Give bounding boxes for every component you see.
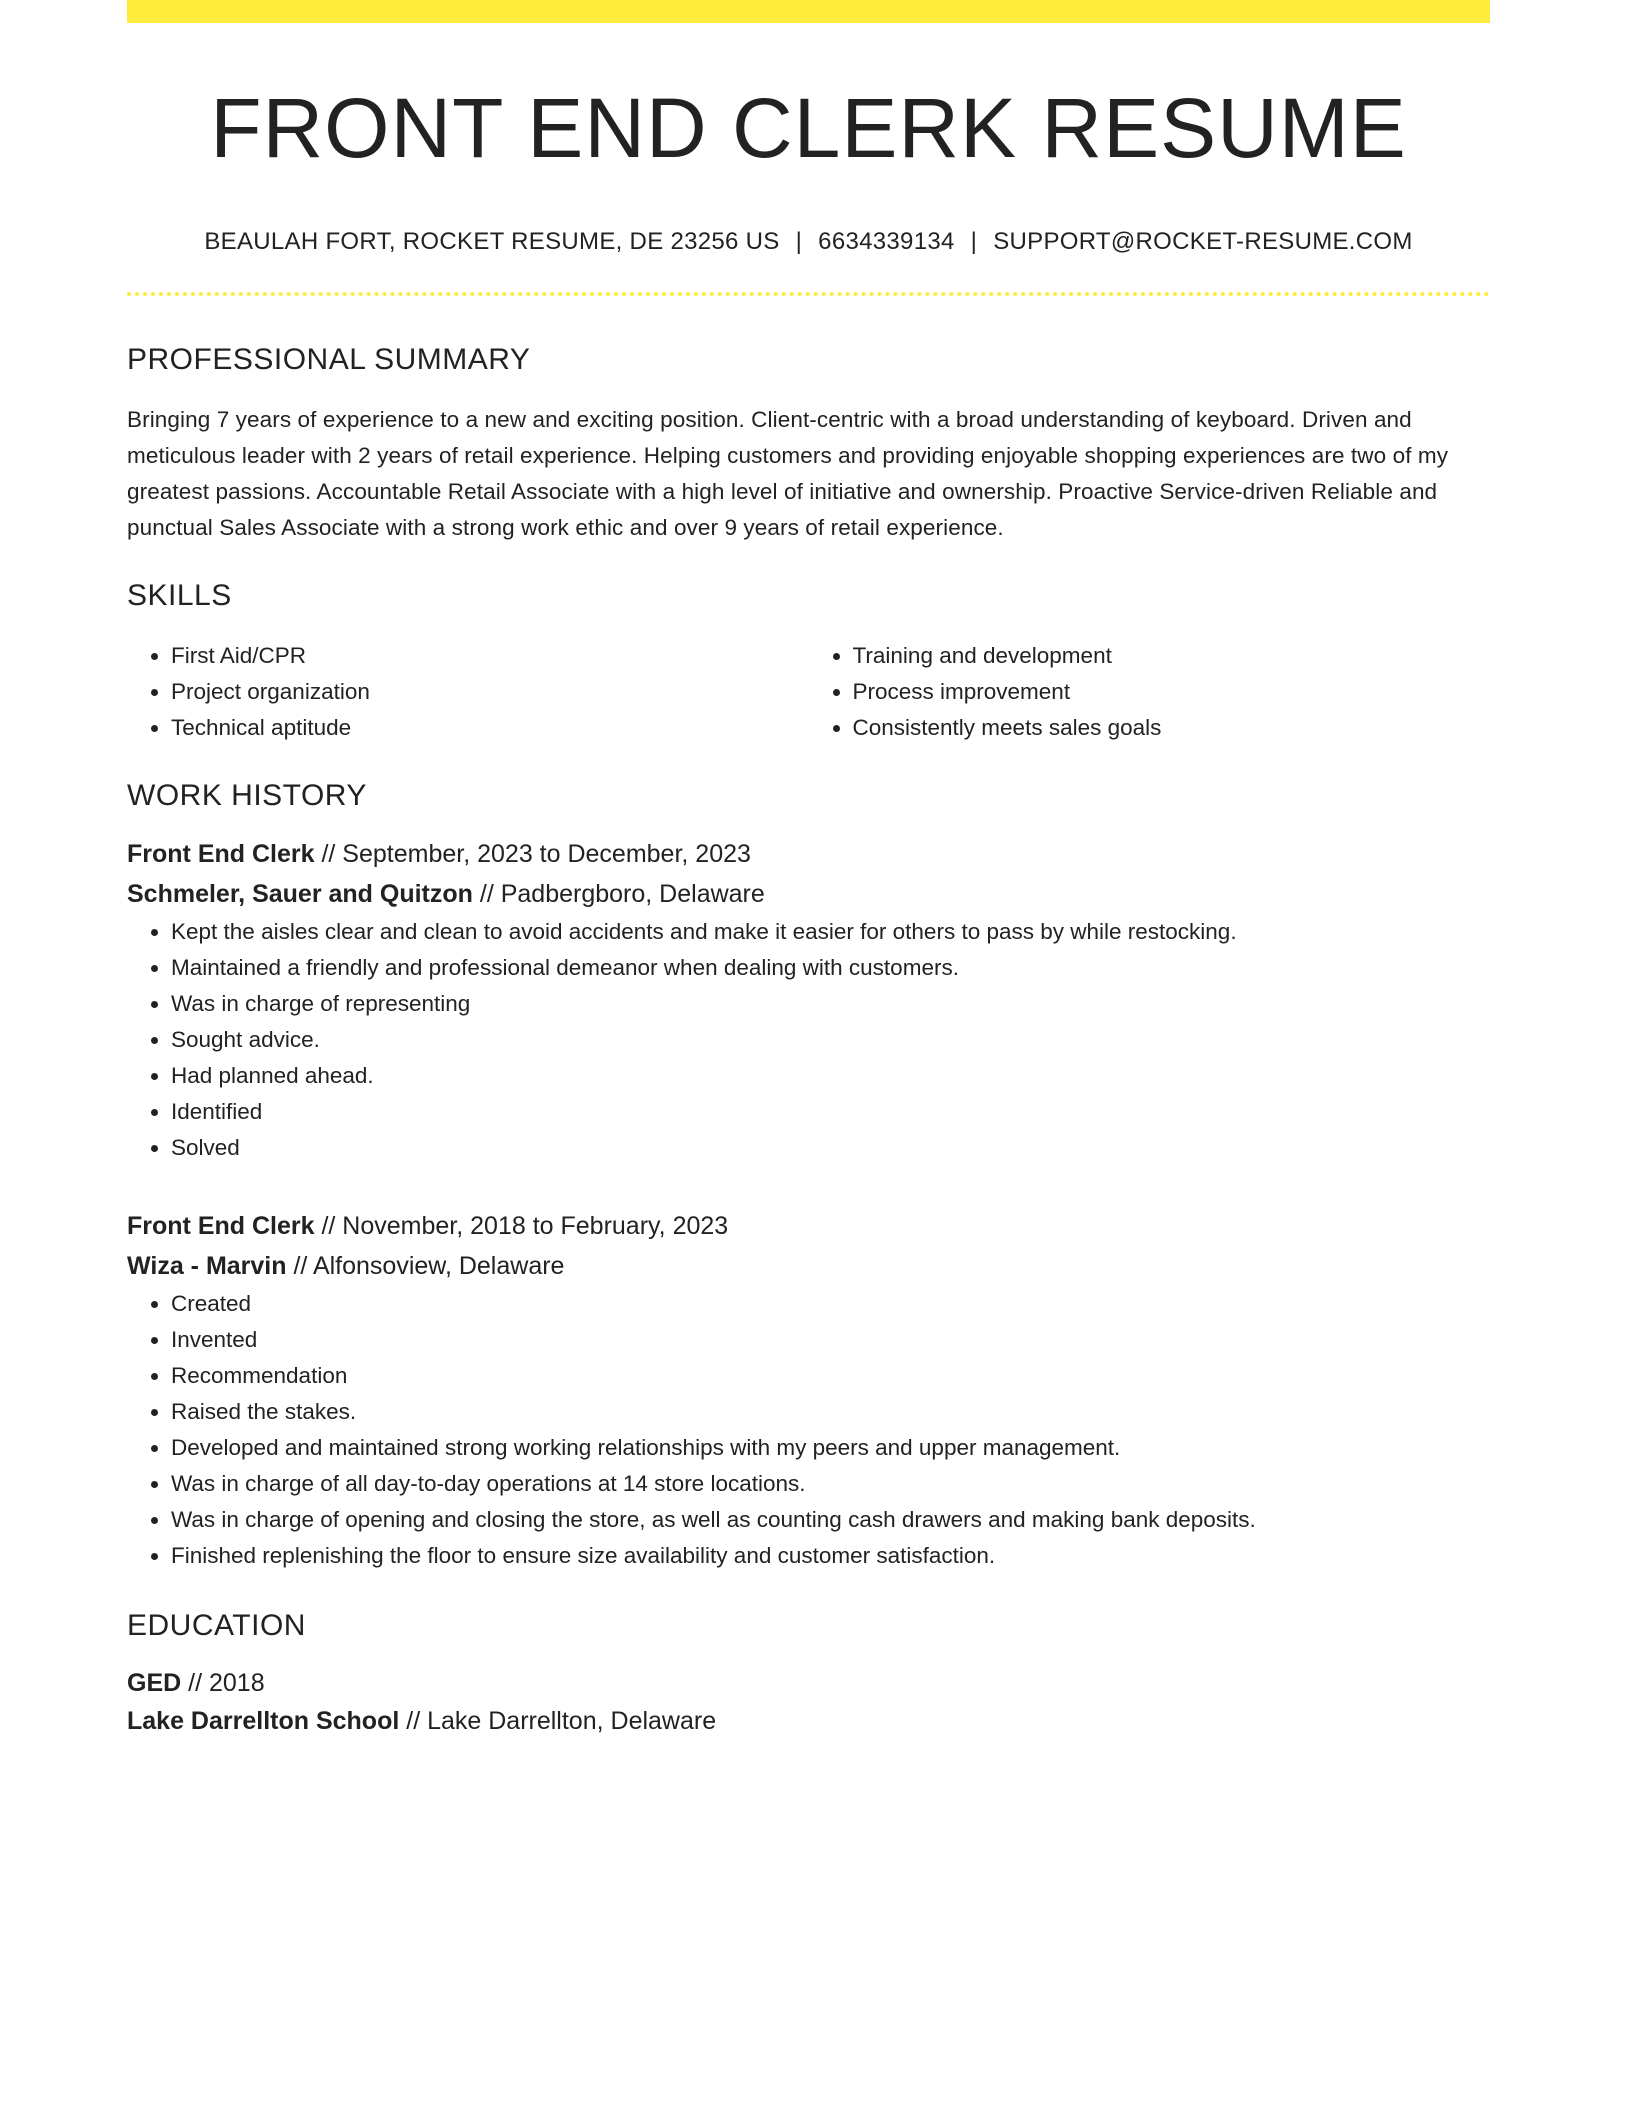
job-bullets [127,1286,1490,1574]
skill-item: • Consistently meets sales goals [853,710,1491,746]
job-company-line [127,1246,1490,1286]
contact-email: SUPPORT@ROCKET-RESUME.COM [993,228,1413,256]
job-bullet: • Created [171,1286,1490,1322]
dotted-divider [127,292,1490,296]
job-bullet: • Was in charge of representing [171,986,1490,1022]
education-year: // 2018 [188,1669,265,1698]
education-school-line [127,1702,1490,1740]
job-dates: // November, 2018 to February, 2023 [321,1212,729,1241]
skill-item: • Process improvement [853,674,1491,710]
resume-title: FRONT END CLERK RESUME [210,81,1407,175]
skills-column-left [127,638,809,746]
summary-heading: PROFESSIONAL SUMMARY [127,343,531,377]
job-bullet: • Sought advice. [171,1022,1490,1058]
job-bullet: • Recommendation [171,1358,1490,1394]
education-school: Lake Darrellton School [127,1707,400,1736]
skills-column-right [809,638,1491,746]
job-title: Front End Clerk [127,1212,315,1241]
skills-heading: SKILLS [127,579,232,613]
summary-text: Bringing 7 years of experience to a new and exciting position. Client-centric with a broad understanding of keyboard. Driven and meticulous leader with 2 years of retail experience. Helping customers and providing enjoyable shopping experiences are two of my greatest passions. Accountable Retail Associate with a high level of initiative and ownership. Proactive Service-driven Reliable and punctual Sales Associate with a strong work ethic and over 9 years of retail experience. [127,407,1449,541]
job-bullet: • Raised the stakes. [171,1394,1490,1430]
education-entry [127,1664,1490,1740]
job-company-line [127,874,1490,914]
contact-separator: | [795,228,803,256]
accent-top-bar [127,0,1490,23]
job-company: Schmeler, Sauer and Quitzon [127,880,473,909]
job-bullet: • Was in charge of opening and closing the store, as well as counting cash drawers and making bank deposits. [171,1502,1490,1538]
job-bullet: • Kept the aisles clear and clean to avoid accidents and make it easier for others to pass by while restocking. [171,914,1490,950]
education-location: // Lake Darrellton, Delaware [406,1707,717,1736]
contact-address: BEAULAH FORT, ROCKET RESUME, DE 23256 US [204,228,780,256]
job-bullet: • Maintained a friendly and professional demeanor when dealing with customers. [171,950,1490,986]
job-title: Front End Clerk [127,840,315,869]
contact-line [127,228,1490,256]
job-bullet: • Identified [171,1094,1490,1130]
education-degree: GED [127,1669,182,1698]
job-location: // Padbergboro, Delaware [479,880,765,909]
job-location: // Alfonsoview, Delaware [293,1252,565,1281]
job-bullet: • Solved [171,1130,1490,1166]
job-bullet: • Had planned ahead. [171,1058,1490,1094]
job-entry [127,1206,1490,1574]
contact-separator: | [970,228,978,256]
skill-item: • Project organization [171,674,809,710]
job-bullets [127,914,1490,1166]
skill-item: • Training and development [853,638,1491,674]
job-dates: // September, 2023 to December, 2023 [321,840,751,869]
job-bullet: • Developed and maintained strong working relationships with my peers and upper management. [171,1430,1490,1466]
resume-page [127,0,1490,1740]
job-entry [127,834,1490,1166]
contact-phone: 6634339134 [818,228,955,256]
work-history-heading: WORK HISTORY [127,779,367,813]
skill-item: • First Aid/CPR [171,638,809,674]
job-title-line [127,1206,1490,1246]
job-bullet: • Was in charge of all day-to-day operations at 14 store locations. [171,1466,1490,1502]
education-heading: EDUCATION [127,1609,306,1643]
skills-list [127,638,1490,746]
skill-item: • Technical aptitude [171,710,809,746]
job-title-line [127,834,1490,874]
job-bullet: • Invented [171,1322,1490,1358]
job-company: Wiza - Marvin [127,1252,287,1281]
job-bullet: • Finished replenishing the floor to ensure size availability and customer satisfaction. [171,1538,1490,1574]
education-degree-line [127,1664,1490,1702]
